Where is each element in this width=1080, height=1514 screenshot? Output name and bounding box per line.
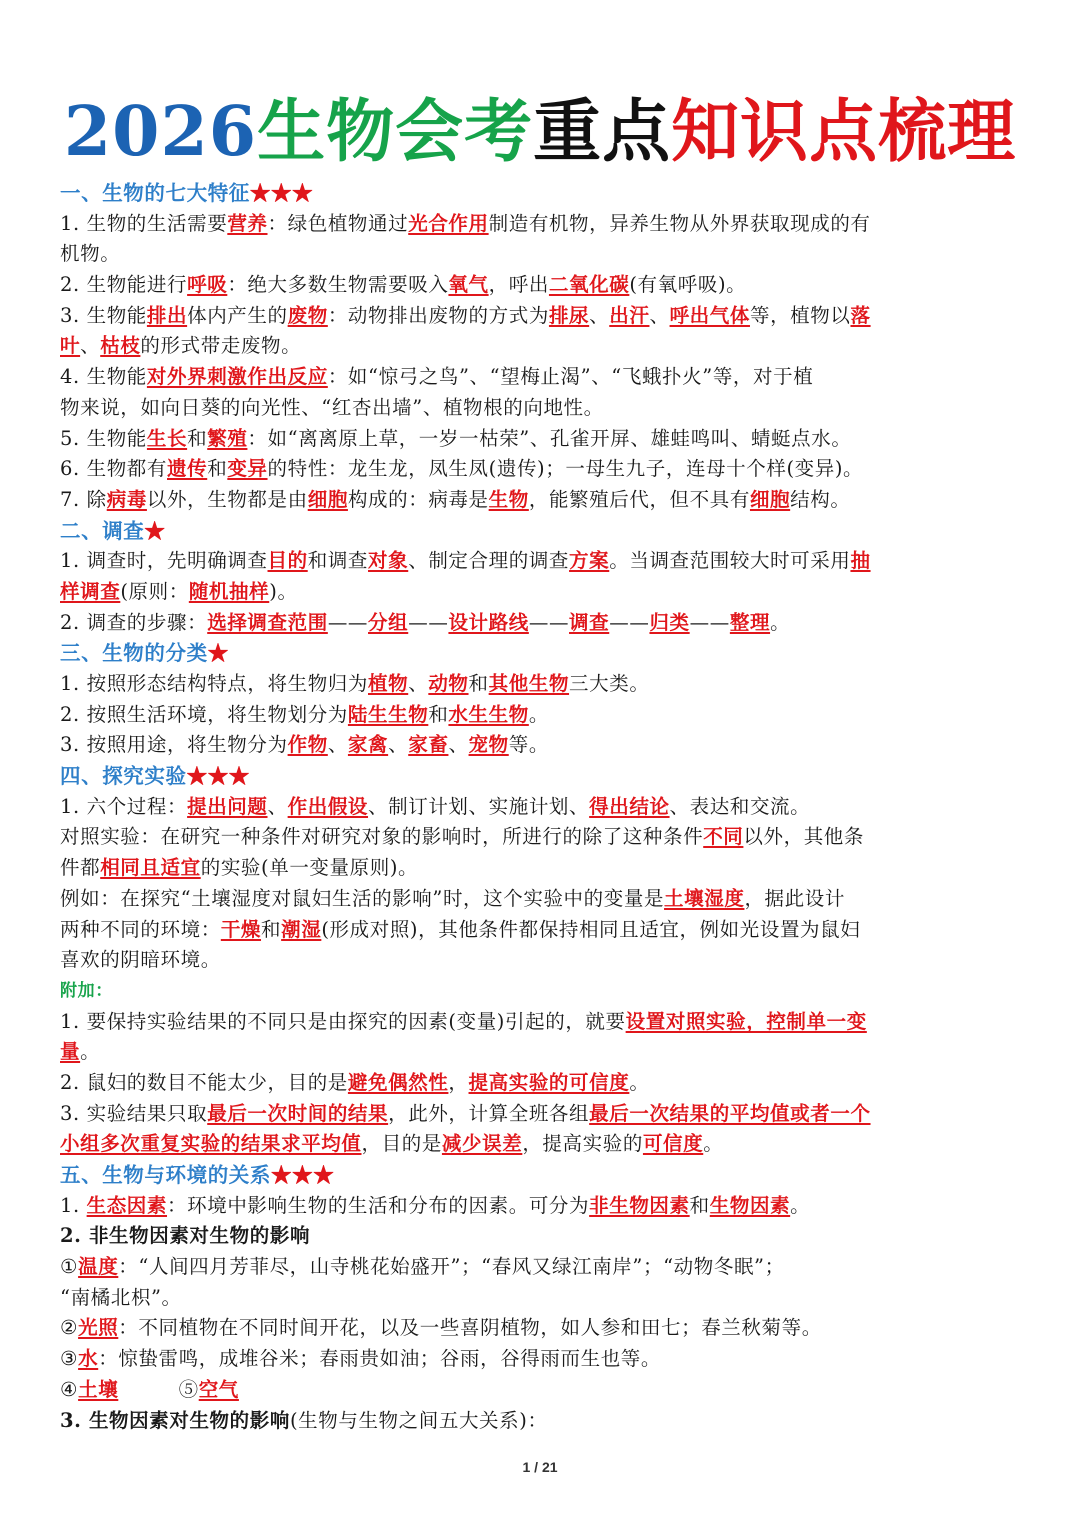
text-segment: 五、生物与环境的关系 <box>60 1163 271 1187</box>
text-segment: 体内产生的 <box>187 303 288 327</box>
text-segment: 构成的：病毒是 <box>347 487 489 511</box>
key-term: 整理 <box>729 610 771 634</box>
key-term: 目的 <box>267 549 308 573</box>
text-segment: 和 <box>689 1193 710 1217</box>
bold-text: 2. 非生物因素对生物的影响 <box>60 1224 311 1248</box>
key-term: 最后一次结果的平均值或者一个 <box>589 1101 871 1125</box>
title-part: 2026 <box>63 92 258 172</box>
text-segment: 一、生物的七大特征 <box>60 181 250 205</box>
key-term: 选择调查范围 <box>207 610 328 634</box>
key-term: 动物 <box>428 672 469 695</box>
text-line <box>60 1375 1020 1406</box>
text-segment: 4. 生物能 <box>60 365 147 389</box>
bold-text: 3. 生物因素对生物的影响 <box>60 1408 290 1432</box>
key-term: 对象 <box>368 549 409 573</box>
text-line <box>60 853 1020 884</box>
text-segment: 6. 生物都有 <box>60 457 168 481</box>
text-segment: (形成对照)，其他条件都保持相同且适宜，例如光设置为鼠妇 <box>321 917 861 941</box>
text-segment: 和 <box>428 702 449 726</box>
key-term: 家畜 <box>408 733 449 757</box>
key-term: 细胞 <box>749 487 791 511</box>
text-segment: ，呼出 <box>488 273 549 297</box>
text-segment: 。 <box>790 1193 811 1217</box>
key-term: 土壤 <box>78 1377 119 1401</box>
text-segment: 、制定合理的调查 <box>408 549 570 573</box>
text-segment: ：如“惊弓之鸟”、“望梅止渴”、“飞蛾扑火”等，对于植 <box>327 365 814 389</box>
key-term: 非生物因素 <box>589 1193 690 1217</box>
section-heading <box>60 516 1020 547</box>
text-segment: (生物与生物之间五大关系)： <box>289 1408 548 1432</box>
key-term: 光照 <box>78 1316 119 1340</box>
title-part: 重点 <box>533 92 672 172</box>
star-rating: ★★★ <box>271 1163 335 1187</box>
text-segment: 2. 鼠妇的数目不能太少，目的是 <box>60 1070 348 1094</box>
key-term: 叶 <box>60 334 81 358</box>
text-line <box>60 362 1020 393</box>
text-line <box>60 1129 1020 1160</box>
text-segment: 1. 调查时，先明确调查 <box>60 549 268 573</box>
key-term: 随机抽样 <box>188 579 270 603</box>
key-term: 变异 <box>227 457 268 481</box>
key-term: 光合作用 <box>408 211 489 235</box>
key-term: 呼吸 <box>187 273 228 297</box>
text-segment: ⑤ <box>118 1377 199 1401</box>
section-heading <box>60 1160 1020 1191</box>
text-segment: 等。 <box>508 733 549 757</box>
key-term: 水生生物 <box>448 702 529 726</box>
text-segment: 。 <box>770 610 791 634</box>
text-segment: 1. 生物的生活需要 <box>60 211 228 235</box>
text-segment: 。 <box>629 1070 650 1094</box>
text-segment: 。 <box>528 702 549 726</box>
key-term: 病毒 <box>106 487 147 511</box>
text-segment: 的特性：龙生龙，凤生凤(遗传)；一母生九子，连母十个样(变异)。 <box>267 457 864 481</box>
key-term: 呼出气体 <box>669 303 750 327</box>
text-segment: ① <box>60 1255 79 1279</box>
text-line <box>60 822 1020 853</box>
text-line <box>60 1221 1020 1252</box>
text-segment: 。 <box>80 1040 101 1064</box>
key-term: 生物因素 <box>709 1193 791 1217</box>
text-segment: 结构。 <box>790 487 851 511</box>
key-term: 调查 <box>569 610 610 634</box>
text-line <box>60 546 1020 577</box>
text-segment: 等，植物以 <box>749 303 851 327</box>
page-number: 1 / 21 <box>522 1459 558 1475</box>
text-segment: 、制订计划、实施计划、 <box>368 794 590 818</box>
key-term: 陆生生物 <box>347 702 429 726</box>
text-segment: —— <box>327 610 369 634</box>
key-term: 土壤湿度 <box>664 886 745 910</box>
text-line <box>60 792 1020 823</box>
key-term: 对外界刺激作出反应 <box>146 365 328 389</box>
text-line <box>60 270 1020 301</box>
text-line <box>60 700 1020 731</box>
key-term: 排尿 <box>548 303 590 327</box>
key-term: 宠物 <box>468 733 509 757</box>
text-line <box>60 884 1020 915</box>
star-rating: ★★★ <box>249 181 314 205</box>
key-term: 减少误差 <box>441 1132 523 1156</box>
text-line <box>60 915 1020 946</box>
text-segment: ：绝大多数生物需要吸入 <box>227 273 449 297</box>
key-term: 细胞 <box>307 487 348 511</box>
text-segment: 对照实验：在研究一种条件对研究对象的影响时，所进行的除了这种条件 <box>60 825 704 849</box>
star-rating: ★ <box>144 518 166 543</box>
text-segment: 1. 按照形态结构特点，将生物归为 <box>60 672 369 695</box>
text-line <box>60 331 1020 362</box>
text-segment: ，提高实验的 <box>522 1132 643 1156</box>
text-segment: )。 <box>269 579 298 603</box>
text-segment: 例如：在探究“土壤湿度对鼠妇生活的影响”时，这个实验中的变量是 <box>60 886 665 910</box>
text-segment: “南橘北枳”。 <box>60 1285 182 1309</box>
text-segment: 1. 六个过程： <box>60 794 188 818</box>
text-line <box>60 1283 1020 1314</box>
text-line <box>60 393 1020 424</box>
key-term: 出汗 <box>609 303 650 327</box>
text-segment: 的实验(单一变量原则)。 <box>200 856 419 880</box>
text-segment: 、 <box>327 733 348 757</box>
key-term: 不同 <box>703 825 744 849</box>
key-term: 生态因素 <box>86 1193 168 1217</box>
title-part: 知识点梳理 <box>671 92 1017 172</box>
text-segment: 2. 调查的步骤： <box>60 610 208 634</box>
star-rating: ★ <box>207 641 229 666</box>
text-line <box>60 577 1020 608</box>
text-segment: ③ <box>60 1347 79 1371</box>
title-part: 生物会考 <box>257 92 534 172</box>
text-segment: 2. 生物能进行 <box>60 273 188 297</box>
text-segment: 。 <box>703 1132 724 1156</box>
key-term: 方案 <box>569 549 610 573</box>
text-segment: 三、生物的分类 <box>60 641 208 666</box>
text-segment: 、 <box>267 794 288 818</box>
text-segment: 喜欢的阴暗环境。 <box>60 948 221 972</box>
text-line <box>60 1007 1020 1038</box>
text-segment: 物来说，如向日葵的向光性、“红杏出墙”、植物根的向地性。 <box>60 395 604 419</box>
text-segment: ：惊蛰雷鸣，成堆谷米；春雨贵如油；谷雨，谷得雨而生也等。 <box>98 1347 662 1371</box>
text-segment: 制造有机物，异养生物从外界获取现成的有 <box>488 211 871 235</box>
key-term: 营养 <box>227 211 268 235</box>
text-line <box>60 1252 1020 1283</box>
text-segment: ， <box>448 1070 469 1094</box>
text-line <box>60 1191 1020 1222</box>
text-line <box>60 1344 1020 1375</box>
text-segment: ，据此设计 <box>744 886 845 910</box>
text-segment: 件都 <box>60 856 101 880</box>
text-segment: ：绿色植物通过 <box>267 211 409 235</box>
key-term: 最后一次时间的结果 <box>207 1101 389 1125</box>
text-line <box>60 1068 1020 1099</box>
text-segment: 5. 生物能 <box>60 426 147 450</box>
text-line <box>60 669 1020 700</box>
key-term: 其他生物 <box>488 672 570 695</box>
key-term: 潮湿 <box>281 917 322 941</box>
text-segment: 的形式带走废物。 <box>140 334 302 358</box>
text-segment: ，能繁殖后代，但不具有 <box>528 487 750 511</box>
text-segment: 和 <box>468 672 489 695</box>
text-line <box>60 1313 1020 1344</box>
key-term: 量 <box>60 1040 81 1064</box>
text-segment: 机物。 <box>60 242 121 266</box>
key-term: 枯枝 <box>100 334 141 358</box>
text-line <box>60 945 1020 976</box>
text-segment: 、 <box>388 733 409 757</box>
key-term: 落 <box>850 303 871 327</box>
text-segment: ：如“离离原上草，一岁一枯荣”、孔雀开屏、雄蛙鸣叫、蜻蜓点水。 <box>247 426 852 450</box>
key-term: 二氧化碳 <box>548 273 630 297</box>
text-line <box>60 485 1020 516</box>
text-segment: ，此外，计算全班各组 <box>388 1101 590 1125</box>
text-segment: 。当调查范围较大时可采用 <box>609 549 851 573</box>
key-term: 干燥 <box>220 917 262 941</box>
text-segment: 二、调查 <box>60 518 145 543</box>
text-line <box>60 1406 1020 1437</box>
text-segment: 、 <box>408 672 429 695</box>
text-segment: 3. 生物能 <box>60 303 147 327</box>
key-term: 避免偶然性 <box>347 1070 449 1094</box>
text-segment: 、 <box>649 303 670 327</box>
text-segment: 3. 实验结果只取 <box>60 1101 208 1125</box>
key-term: 分组 <box>368 610 409 634</box>
text-segment: —— <box>609 610 650 634</box>
text-line <box>60 1099 1020 1130</box>
key-term: 提高实验的可信度 <box>468 1070 630 1094</box>
text-line <box>60 209 1020 240</box>
text-line <box>60 608 1020 639</box>
key-term: 样调查 <box>60 579 121 603</box>
text-segment: ：动物排出废物的方式为 <box>327 303 549 327</box>
text-segment: —— <box>689 610 730 634</box>
key-term: 设置对照实验，控制单一变 <box>625 1009 867 1033</box>
text-segment: 附加： <box>60 980 113 1001</box>
text-segment: (原则： <box>120 579 189 603</box>
text-segment: 三大类。 <box>569 672 650 695</box>
text-line <box>60 454 1020 485</box>
text-segment: 、 <box>448 733 469 757</box>
text-segment: 、 <box>80 334 101 358</box>
text-segment: ：不同植物在不同时间开花，以及一些喜阴植物，如人参和田七；春兰秋菊等。 <box>118 1316 822 1340</box>
key-term: 可信度 <box>642 1132 704 1156</box>
text-segment: —— <box>528 610 570 634</box>
text-segment: 、 <box>589 303 610 327</box>
star-rating: ★★★ <box>186 764 250 789</box>
key-term: 小组多次重复实验的结果求平均值 <box>60 1132 362 1156</box>
section-heading <box>60 638 1020 669</box>
text-segment: 1. <box>60 1193 87 1217</box>
key-term: 得出结论 <box>589 794 670 818</box>
key-term: 作物 <box>287 733 328 757</box>
key-term: 繁殖 <box>207 426 248 450</box>
text-segment: 以外，生物都是由 <box>146 487 308 511</box>
text-line <box>60 301 1020 332</box>
key-term: 抽 <box>850 549 871 573</box>
text-segment: —— <box>408 610 449 634</box>
key-term: 设计路线 <box>448 610 529 634</box>
text-segment: 3. 按照用途，将生物分为 <box>60 733 288 757</box>
text-segment: 两种不同的环境： <box>60 917 221 941</box>
text-segment: ：“人间四月芳菲尽，山寺桃花始盛开”；“春风又绿江南岸”；“动物冬眠”； <box>118 1255 785 1279</box>
text-segment: 和 <box>261 917 282 941</box>
text-line <box>60 239 1020 270</box>
text-segment: ④ <box>60 1377 79 1401</box>
subsection-label <box>60 976 1020 1007</box>
text-segment: 7. 除 <box>60 487 107 511</box>
key-term: 排出 <box>146 303 188 327</box>
content-body <box>60 178 1020 1436</box>
key-term: 归类 <box>649 610 690 634</box>
key-term: 作出假设 <box>287 794 369 818</box>
text-segment: 四、探究实验 <box>60 764 187 789</box>
key-term: 家禽 <box>347 733 389 757</box>
text-line <box>60 730 1020 761</box>
text-segment: 2. 按照生活环境，将生物划分为 <box>60 702 348 726</box>
section-heading <box>60 761 1020 792</box>
text-segment: ② <box>60 1316 79 1340</box>
text-segment: 和 <box>207 457 228 481</box>
key-term: 温度 <box>78 1255 119 1279</box>
text-segment: 、表达和交流。 <box>669 794 811 818</box>
text-line <box>60 1037 1020 1068</box>
text-line <box>60 424 1020 455</box>
key-term: 空气 <box>198 1377 239 1401</box>
text-segment: ：环境中影响生物的生活和分布的因素。可分为 <box>167 1193 590 1217</box>
key-term: 相同且适宜 <box>100 856 201 880</box>
text-segment: 以外，其他条 <box>743 825 865 849</box>
text-segment: (有氧呼吸)。 <box>629 273 747 297</box>
key-term: 提出问题 <box>187 794 268 818</box>
text-segment: ，目的是 <box>361 1132 442 1156</box>
text-segment: 和 <box>187 426 208 450</box>
key-term: 生物 <box>488 487 529 511</box>
key-term: 遗传 <box>167 457 208 481</box>
key-term: 水 <box>78 1347 99 1371</box>
section-heading <box>60 178 1020 209</box>
key-term: 废物 <box>287 303 328 327</box>
key-term: 生长 <box>146 426 188 450</box>
key-term: 植物 <box>368 672 409 695</box>
text-segment: 1. 要保持实验结果的不同只是由探究的因素(变量)引起的，就要 <box>60 1009 626 1033</box>
key-term: 氧气 <box>448 273 489 297</box>
page-title <box>0 78 1080 173</box>
text-segment: 和调查 <box>307 549 369 573</box>
